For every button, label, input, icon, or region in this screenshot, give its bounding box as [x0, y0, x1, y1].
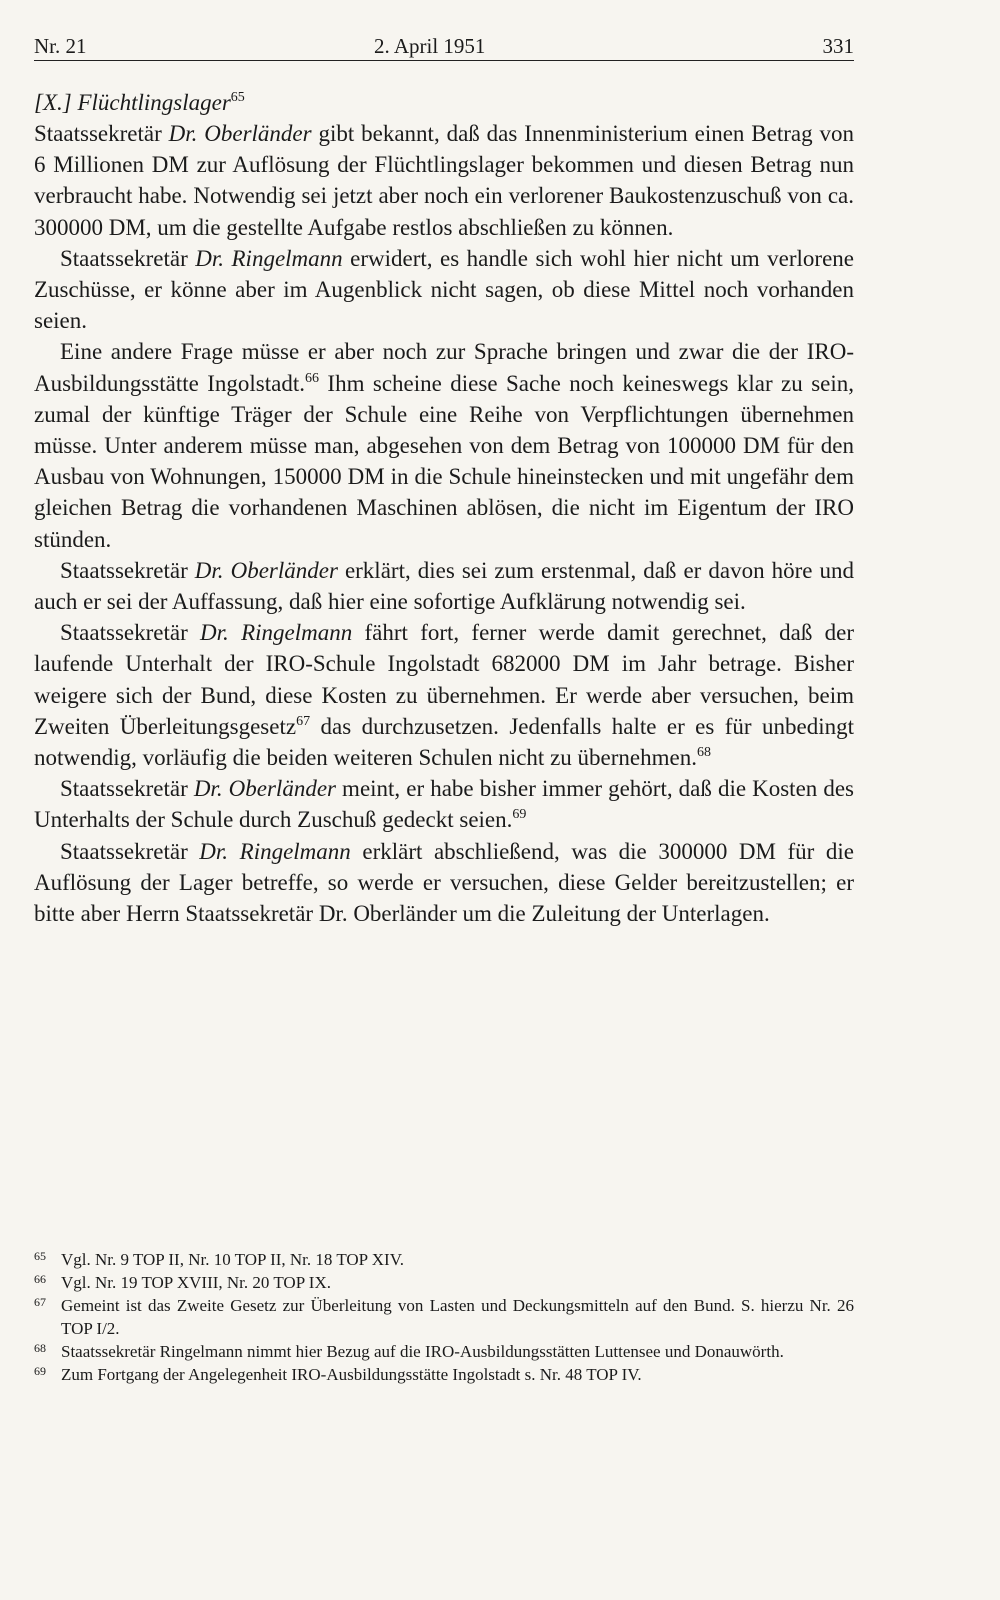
speaker-title: Dr. [200, 620, 229, 646]
document-page [34, 28, 854, 929]
footnote-ref: 66 [305, 370, 319, 386]
speaker-role: Staatssekretär [60, 620, 201, 646]
speaker-title: Dr. [168, 121, 198, 146]
speaker-name: Ringelmann [231, 245, 343, 271]
footnote [34, 1294, 854, 1340]
footnote [34, 1271, 854, 1294]
speaker-role: Staatssekretär [34, 121, 169, 146]
footnote-number: 65 [34, 1249, 46, 1263]
footnote-text: Vgl. Nr. 19 TOP XVIII, Nr. 20 TOP IX. [61, 1273, 331, 1292]
section-number: [X.] [34, 90, 72, 115]
speaker-title: Dr. [194, 557, 224, 583]
paragraph-text: das durchzusetzen. Jedenfalls halte er es für unbedingt notwendig, vorläufig die beiden weiteren Schulen nicht zu übernehmen. [34, 713, 854, 771]
paragraph [34, 836, 854, 930]
paragraph [34, 773, 854, 835]
speaker-role: Staatssekretär [60, 245, 196, 271]
speaker-role: Staatssekretär [60, 838, 200, 864]
footnote [34, 1248, 854, 1271]
running-header [34, 28, 854, 61]
speaker-name: Ringelmann [239, 838, 351, 864]
footnote-text: Gemeint ist das Zweite Gesetz zur Überleitung von Lasten und Deckungsmitteln auf den Bund. S. hierzu Nr. 26 TOP I/2. [61, 1296, 854, 1338]
speaker-title: Dr. [193, 776, 223, 802]
footnotes [34, 1248, 854, 1386]
footnote-number: 66 [34, 1272, 46, 1286]
footnote [34, 1363, 854, 1386]
paragraph [34, 336, 854, 554]
header-date: 2. April 1951 [374, 34, 486, 58]
speaker-title: Dr. [195, 245, 224, 271]
footnote [34, 1340, 854, 1363]
paragraph [34, 555, 854, 617]
section-title: Flüchtlingslager [77, 90, 231, 115]
paragraph-text: Ihm scheine diese Sache noch keineswegs klar zu sein, zumal der künftige Träger der Schule eine Reihe von Verpflichtungen übernehmen müsse. Unter anderem müsse man, abgesehen von dem Betrag von 100000 DM für den Ausbau von Wohnungen, 150000 DM in die Schule hineinstecken und mit ungefähr dem gleichen Betrag die vorhandenen Maschinen ablösen, die nicht im Eigentum der IRO stünden. [34, 370, 854, 552]
footnote-number: 68 [34, 1341, 46, 1355]
footnote-ref: 68 [696, 745, 711, 761]
issue-number: Nr. 21 [34, 34, 87, 58]
footnote-ref: 69 [512, 807, 527, 823]
body-text [34, 118, 854, 929]
paragraph-text: meint, er habe bisher immer gehört, daß die Kosten des Unterhalts der Schule durch Zuschuß gedeckt seien. [34, 776, 855, 833]
paragraph-text: fährt fort, ferner werde damit gerechnet, daß der laufende Unterhalt der IRO-Schule Ingolstadt 682000 DM im Jahr betrage. Bisher weigere sich der Bund, diese Kosten zu übernehmen. Er werde aber versuchen, beim Zweiten Überleitungsgesetz [34, 620, 855, 739]
footnote-ref: 67 [296, 713, 311, 729]
footnote-text: Zum Fortgang der Angelegenheit IRO-Ausbildungsstätte Ingolstadt s. Nr. 48 TOP IV. [61, 1365, 642, 1384]
speaker-name: Oberländer [204, 121, 312, 146]
paragraph-text: Eine andere Frage müsse er aber noch zur Sprache bringen und zwar die der IRO-Ausbildungsstätte Ingolstadt. [34, 339, 854, 396]
footnote-text: Vgl. Nr. 9 TOP II, Nr. 10 TOP II, Nr. 18 TOP XIV. [61, 1250, 405, 1269]
speaker-name: Oberländer [228, 776, 336, 802]
paragraph-text: erwidert, es handle sich wohl hier nicht um verlorene Zuschüsse, er könne aber im Augenblick nicht sagen, ob diese Mittel noch vorhanden seien. [34, 245, 854, 334]
paragraph-text: erklärt abschließend, was die 300000 DM für die Auflösung der Lager betreffe, so werde er versuchen, diese Gelder bereitzustellen; er bitte aber Herrn Staatssekretär Dr. Oberländer um die Zuleitung der Unterlagen. [34, 838, 854, 927]
speaker-name: Ringelmann [241, 620, 353, 646]
paragraph [34, 243, 854, 337]
speaker-name: Oberländer [230, 557, 338, 583]
speaker-role: Staatssekretär [60, 776, 194, 802]
paragraph [34, 118, 854, 243]
speaker-title: Dr. [199, 838, 229, 864]
page-number: 331 [822, 34, 854, 58]
speaker-role: Staatssekretär [60, 557, 195, 583]
paragraph-text: gibt bekannt, daß das Innenministerium einen Betrag von 6 Millionen DM zur Auflösung der Flüchtlingslager bekommen und diesen Betrag nun verbraucht habe. Notwendig sei jetzt aber noch ein verlorener Baukostenzuschuß von ca. 300000 DM, um die gestellte Aufgabe restlos abschließen zu können. [34, 121, 854, 240]
footnote-text: Staatssekretär Ringelmann nimmt hier Bezug auf die IRO-Ausbildungsstätten Luttensee und Donauwörth. [61, 1342, 784, 1361]
footnote-number: 67 [34, 1295, 46, 1309]
paragraph [34, 617, 854, 773]
footnote-ref: 65 [230, 90, 245, 105]
paragraph-text: erklärt, dies sei zum erstenmal, daß er davon höre und auch er sei der Auffassung, daß hier eine sofortige Aufklärung notwendig sei. [34, 557, 855, 615]
footnote-number: 69 [34, 1364, 46, 1378]
section-heading [34, 87, 854, 118]
